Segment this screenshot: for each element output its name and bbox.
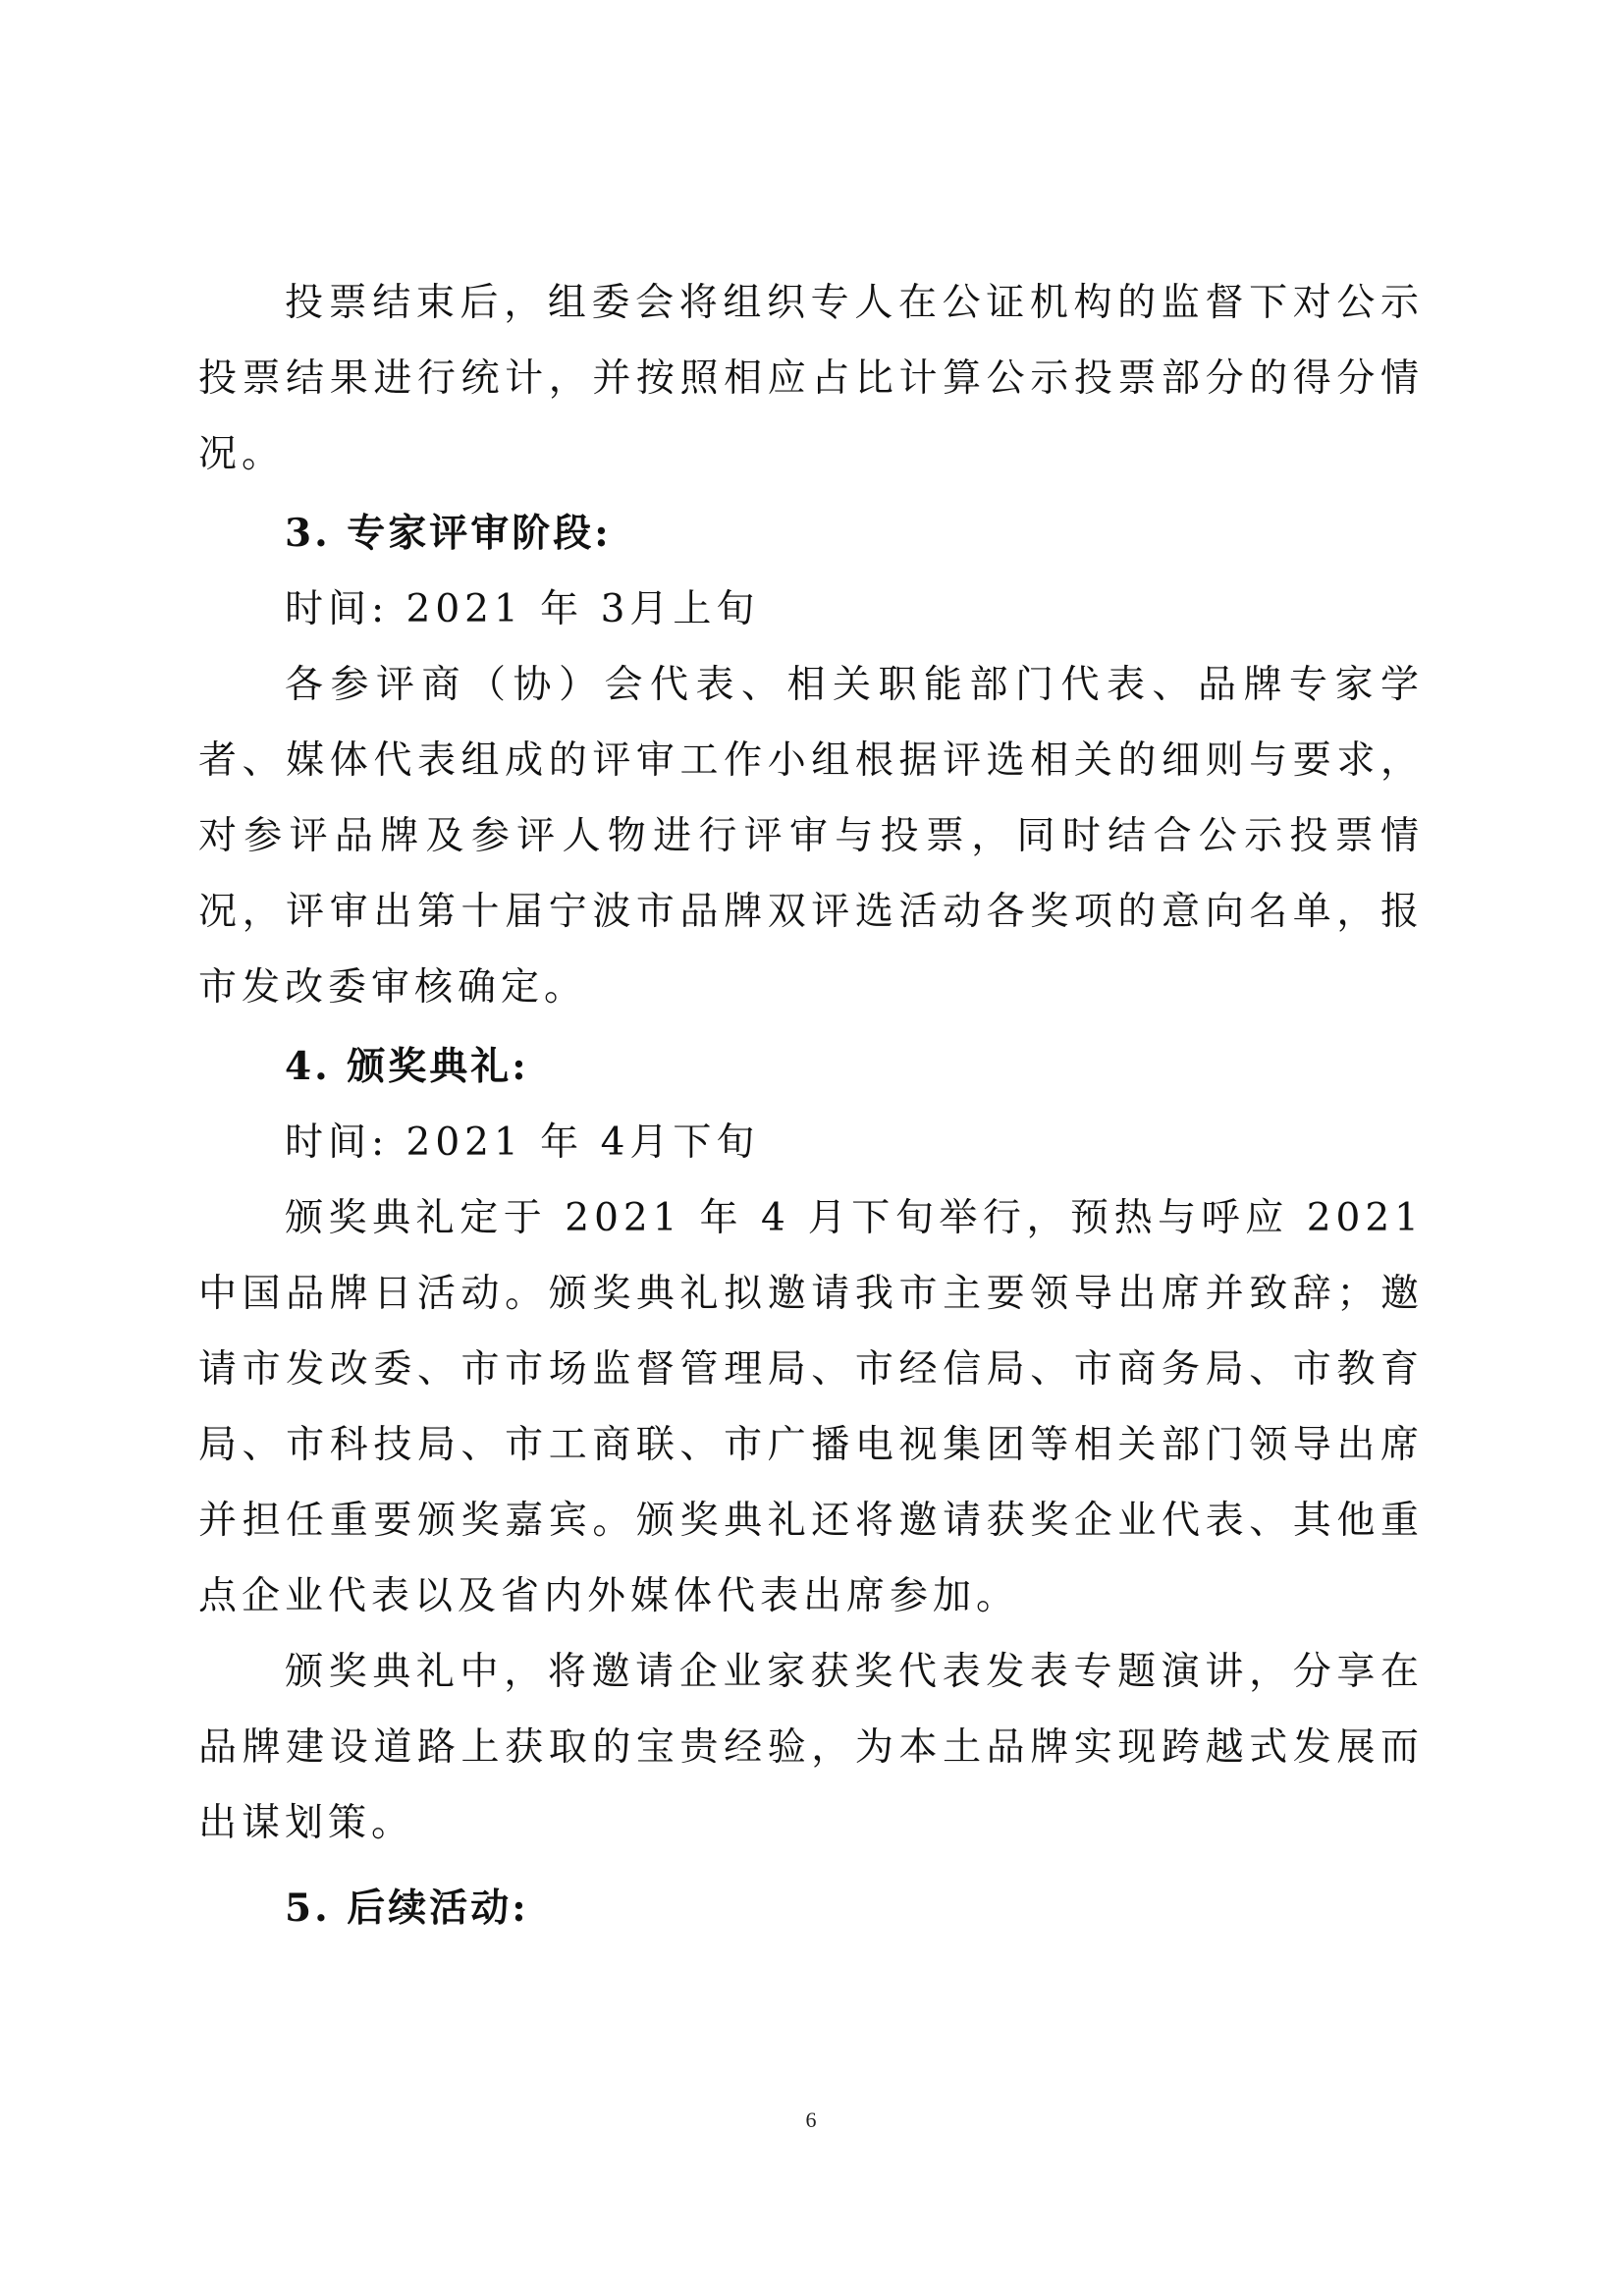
heading-award-ceremony: 4. 颁奖典礼: [285,1044,529,1089]
paragraph-award-ceremony-details: 颁奖典礼定于 2021 年 4 月下旬举行，预热与呼应 2021 中国品牌日活动。颁奖典礼拟邀请我市主要领导出席并致辞；邀请市发改委、市市场监督管理局、市经信局、市商务局、市教育局、市科技局、市工商联、市广播电视集团等相关部门领导出席并担任重要颁奖嘉宾。颁奖典礼还将邀请获奖企业代表、其他重点企业代表以及省内外媒体代表出席参加。 [198,1196,1424,1618]
paragraph-award-ceremony-speech: 颁奖典礼中，将邀请企业家获奖代表发表专题演讲，分享在品牌建设道路上获取的宝贵经验，为本土品牌实现跨越式发展而出谋划策。 [198,1650,1424,1845]
paragraph-vote-statistics: 投票结束后，组委会将组织专人在公证机构的监督下对公示投票结果进行统计，并按照相应占比计算公示投票部分的得分情况。 [198,281,1424,476]
heading-follow-up-activities: 5. 后续活动: [285,1886,529,1931]
expert-review-time: 时间: 2021 年 3月上旬 [285,587,760,631]
page-number: 6 [805,2107,817,2132]
award-ceremony-time: 时间: 2021 年 4月下旬 [285,1121,760,1165]
paragraph-expert-review: 各参评商（协）会代表、相关职能部门代表、品牌专家学者、媒体代表组成的评审工作小组根据评选相关的细则与要求，对参评品牌及参评人物进行评审与投票，同时结合公示投票情况，评审出第十届宁波市品牌双评选活动各奖项的意向名单，报市发改委审核确定。 [198,663,1424,1010]
document-body [198,265,1424,1946]
heading-expert-review: 3. 专家评审阶段: [285,511,612,556]
